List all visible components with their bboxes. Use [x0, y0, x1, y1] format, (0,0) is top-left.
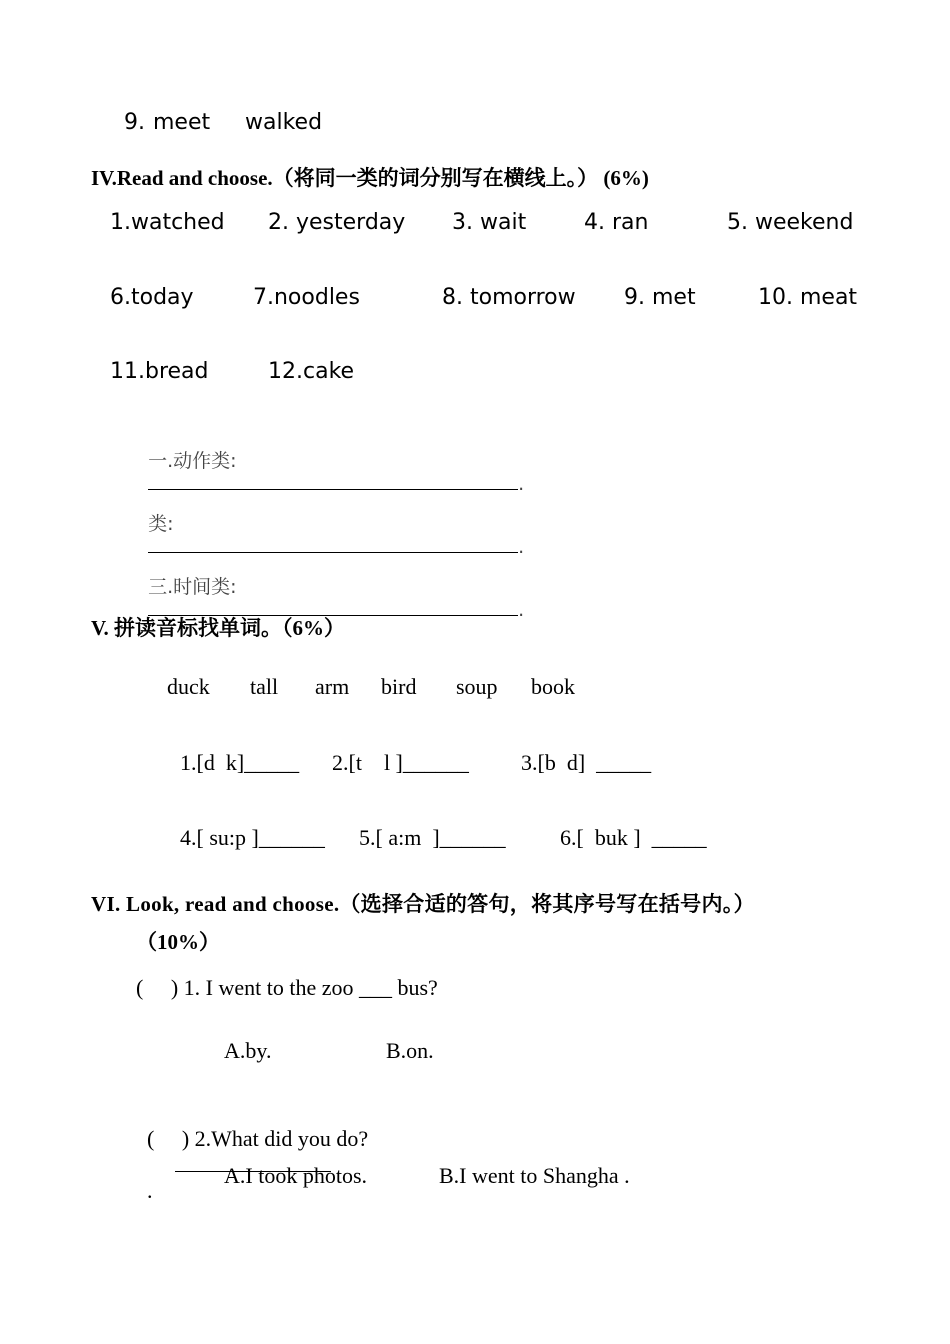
category-time — [136, 550, 524, 621]
word-item: 12.cake — [268, 359, 355, 384]
category-action — [136, 424, 524, 495]
line-end: . — [518, 473, 525, 495]
word-item: 7.noodles — [253, 285, 360, 310]
line-end: . — [147, 1178, 153, 1203]
category-food-label: 类: — [148, 513, 174, 535]
word-item: 5. weekend — [727, 210, 854, 235]
option-a[interactable]: A.I took photos. — [224, 1163, 367, 1188]
option-b[interactable]: B.on. — [386, 1038, 434, 1063]
word-item: 9. met — [624, 285, 696, 310]
phonetic-item: 5.[ a:m ]______ — [359, 825, 506, 850]
word-item: 11.bread — [110, 359, 209, 384]
category-food — [136, 487, 524, 558]
phonics-word: duck — [167, 674, 210, 699]
category-time-label: 三.时间类: — [148, 576, 237, 598]
phonetic-item: 4.[ su:p ]______ — [180, 825, 325, 850]
section-4-heading: IV.Read and choose.（将同一类的词分别写在横线上。） (6%) — [91, 166, 649, 190]
word-item: 6.today — [110, 285, 194, 310]
phonetic-item: 3.[b d] _____ — [521, 750, 652, 775]
carry-num: 9. — [124, 110, 145, 135]
word-item: 2. yesterday — [268, 210, 406, 235]
word-item: 4. ran — [584, 210, 649, 235]
line-end: . — [518, 536, 525, 558]
section-6-heading: VI. Look, read and choose.（选择合适的答句，将其序号写在括号内。） — [91, 892, 755, 916]
section-5-heading: V. 拼读音标找单词。（6%） — [91, 616, 345, 640]
question-1: ( ) 1. I went to the zoo ___ bus? — [136, 975, 438, 1000]
word-item: 3. wait — [452, 210, 527, 235]
option-b[interactable]: B.I went to Shangha . — [439, 1163, 630, 1188]
category-action-label: 一.动作类: — [148, 450, 237, 472]
phonics-word: tall — [250, 674, 279, 699]
phonics-word: bird — [381, 674, 417, 699]
line-end: . — [518, 599, 525, 621]
word-item: 10. meat — [758, 285, 858, 310]
phonetic-item: 2.[t l ]______ — [332, 750, 469, 775]
phonetic-item: 6.[ buk ] _____ — [560, 825, 707, 850]
word-item: 8. tomorrow — [442, 285, 576, 310]
phonics-word: arm — [315, 674, 350, 699]
option-a[interactable]: A.by. — [224, 1038, 272, 1063]
phonics-word: book — [531, 674, 575, 699]
carry-word-walked: walked — [245, 110, 323, 135]
word-item: 1.watched — [110, 210, 225, 235]
phonics-word: soup — [456, 674, 498, 699]
carry-word-meet: meet — [153, 110, 211, 135]
phonetic-item: 1.[d k]_____ — [180, 750, 300, 775]
question-2-text: ( ) 2.What did you do? — [147, 1126, 369, 1151]
section-6-heading-cont: （10%） — [136, 930, 220, 954]
